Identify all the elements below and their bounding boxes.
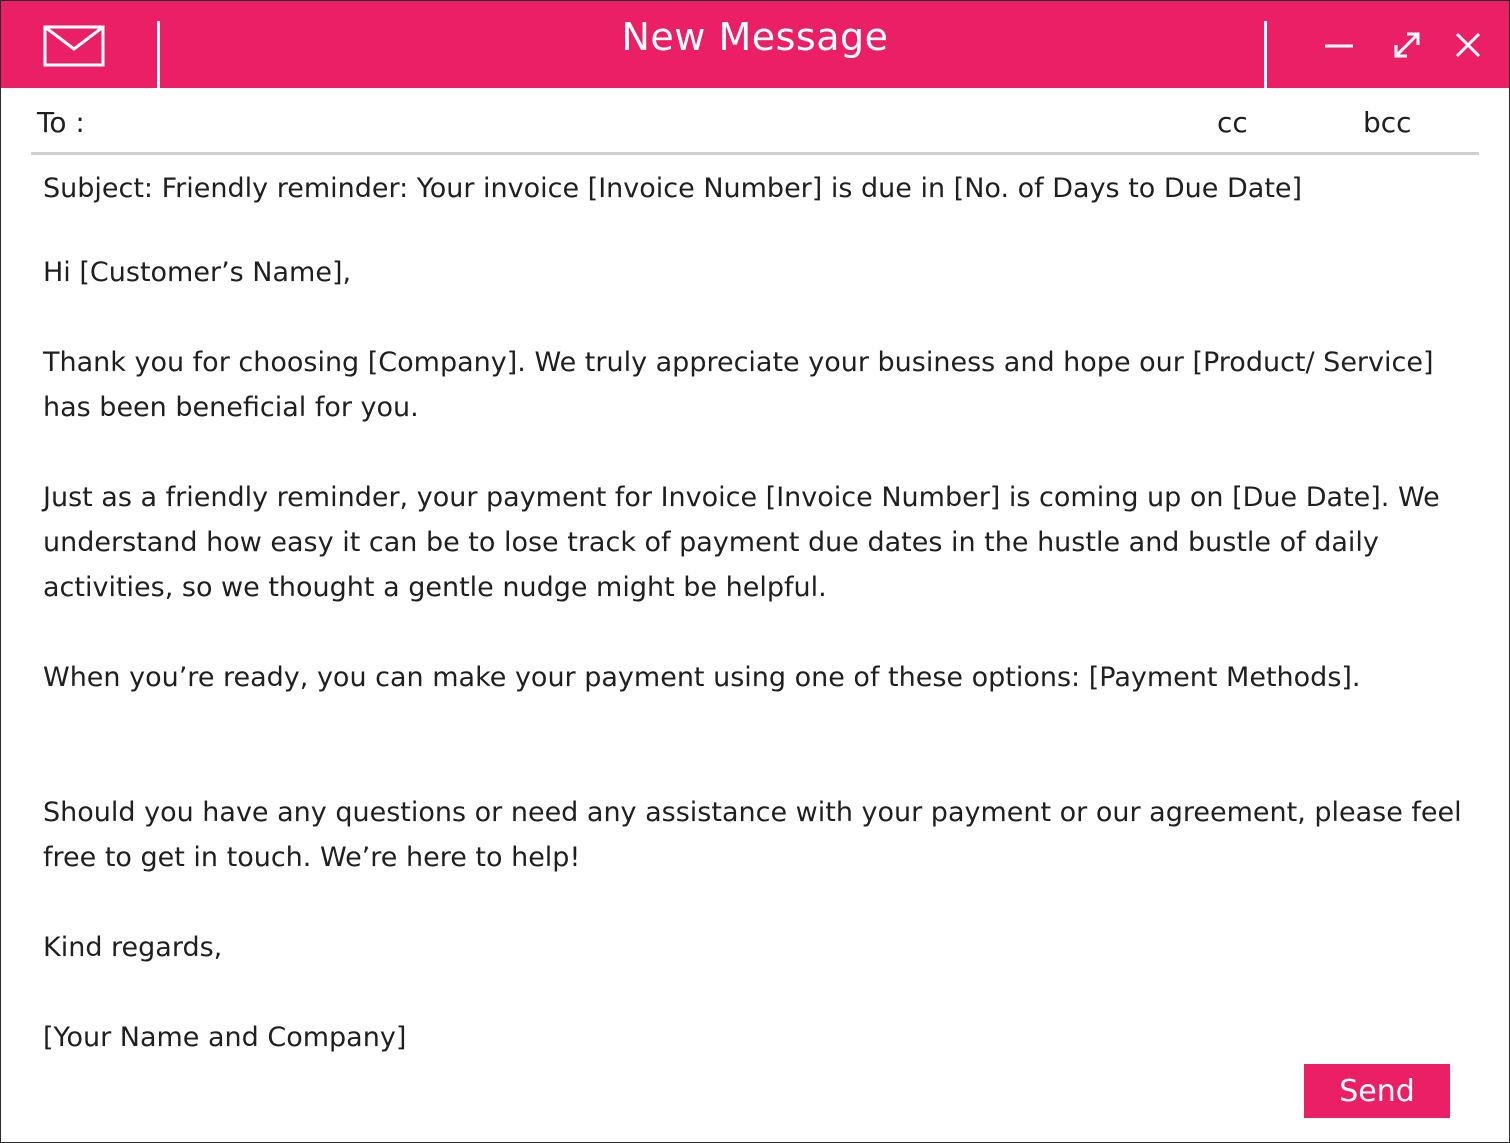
window-title: New Message xyxy=(621,15,889,59)
message-signature[interactable]: [Your Name and Company] xyxy=(43,1022,407,1053)
expand-icon[interactable] xyxy=(1389,27,1425,63)
minimize-icon[interactable] xyxy=(1321,27,1357,63)
title-divider-right xyxy=(1264,21,1267,88)
message-paragraph[interactable]: Just as a friendly reminder, your payment for Invoice [Invoice Number] is coming up on [Due Date]. We understand how easy it can be to lose track of payment due dates in the hustle and bustle of daily activities, so we thought a gentle nudge might be helpful. xyxy=(43,482,1440,603)
message-greeting[interactable]: Hi [Customer’s Name], xyxy=(43,257,352,288)
bcc-link[interactable]: bcc xyxy=(1363,106,1412,139)
send-button[interactable]: Send xyxy=(1304,1064,1450,1118)
close-icon[interactable] xyxy=(1450,27,1486,63)
cc-link[interactable]: cc xyxy=(1217,106,1248,139)
to-label: To : xyxy=(37,106,85,139)
message-closing[interactable]: Kind regards, xyxy=(43,932,223,963)
title-bar xyxy=(1,1,1509,88)
subject-line[interactable]: Subject: Friendly reminder: Your invoice [Invoice Number] is due in [No. of Days to Due Date] xyxy=(43,173,1303,204)
to-input[interactable] xyxy=(103,101,1207,143)
message-paragraph[interactable]: When you’re ready, you can make your payment using one of these options: [Payment Methods]. xyxy=(43,662,1361,693)
message-paragraph[interactable]: Should you have any questions or need any assistance with your payment or our agreement, please feel free to get in touch. We’re here to help! xyxy=(43,797,1462,873)
recipients-row xyxy=(31,89,1479,155)
message-paragraph[interactable]: Thank you for choosing [Company]. We truly appreciate your business and hope our [Product/ Service] has been beneficial for you. xyxy=(43,347,1434,423)
